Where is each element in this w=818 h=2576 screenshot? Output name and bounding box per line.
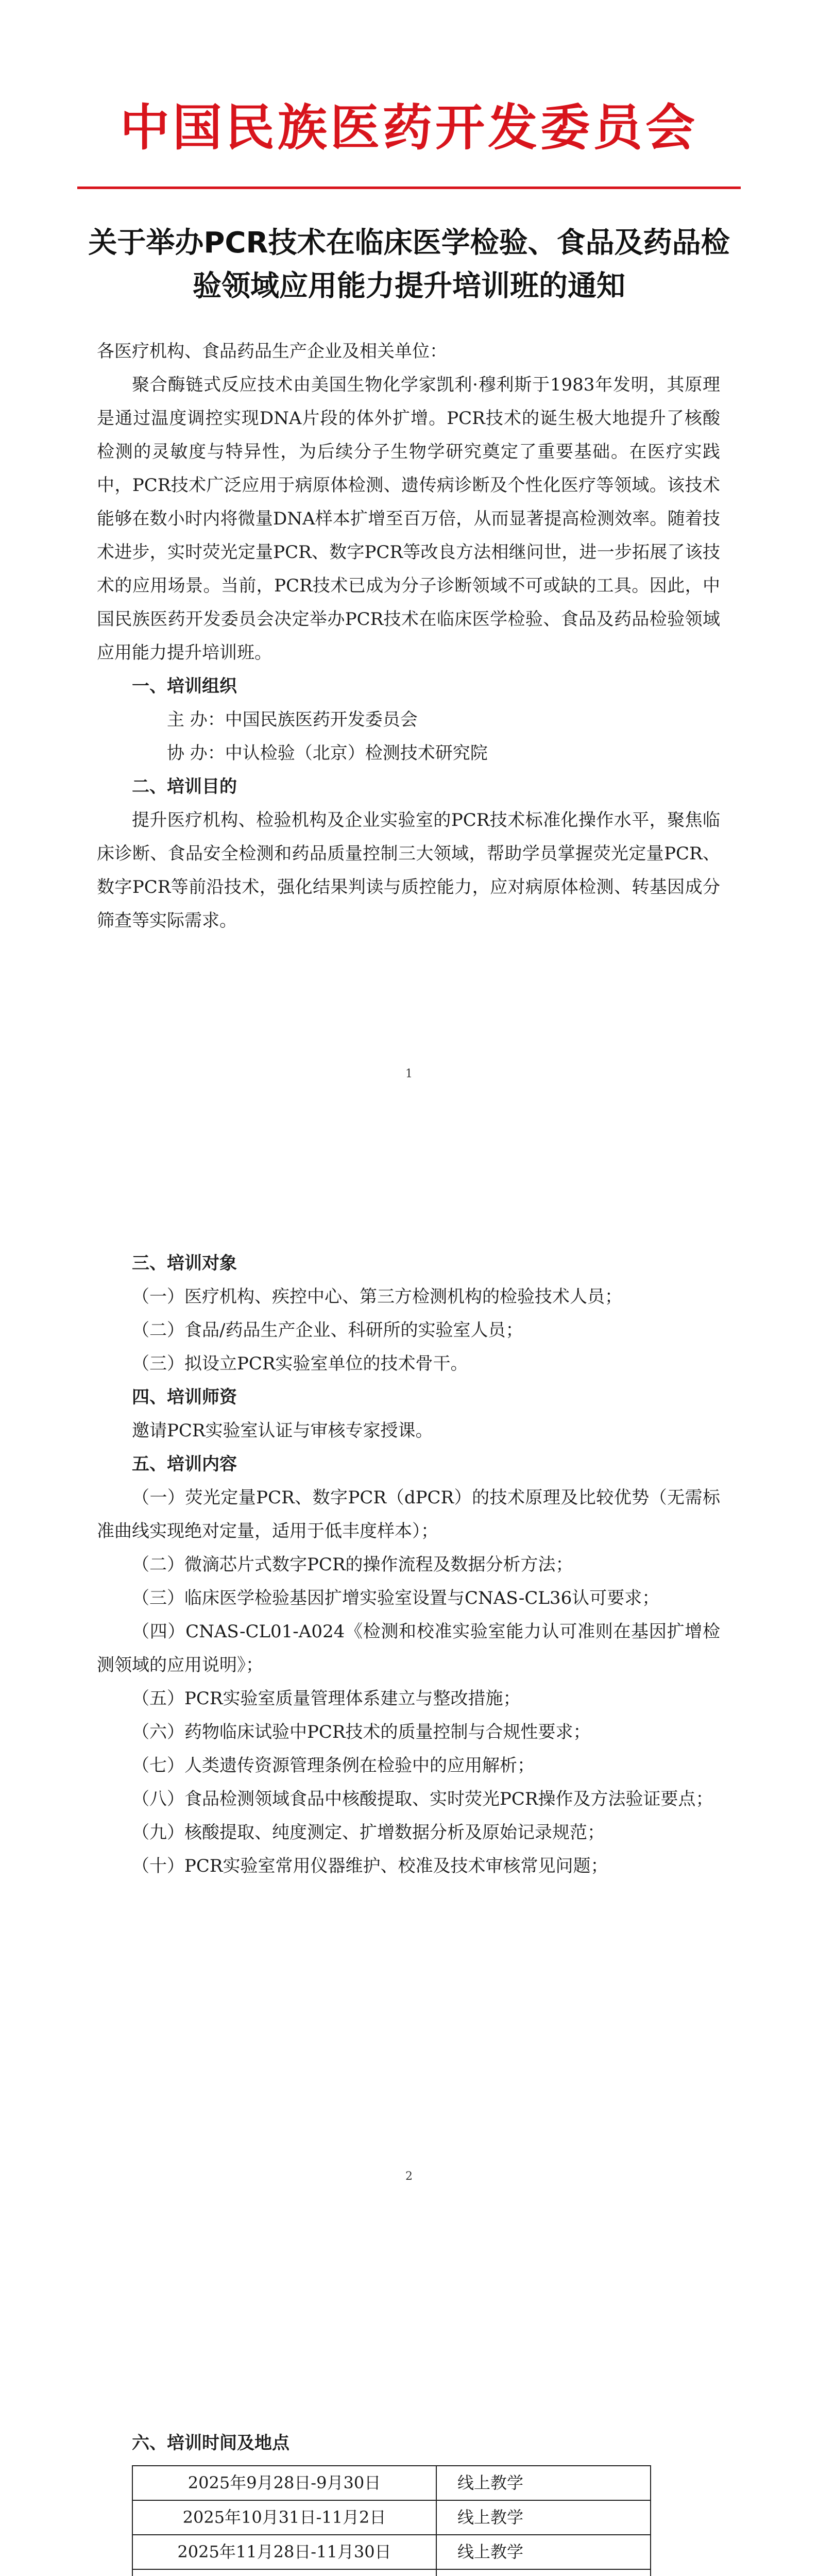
schedule-mode: 线上教学 [436,2500,651,2535]
page-3-body [97,2427,720,2576]
faculty-text: 邀请PCR实验室认证与审核专家授课。 [132,1420,433,1441]
schedule-mode: 线上教学 [436,2535,651,2569]
section-2-heading: 二、培训目的 [132,776,237,797]
page-2-body [97,1247,720,1883]
section-3-heading: 三、培训对象 [132,1253,237,1274]
content-item: （七）人类遗传资源管理条例在检验中的应用解析； [132,1755,535,1776]
schedule-table [132,2465,651,2576]
schedule-date: 2025年9月28日-9月30日 [132,2466,436,2500]
organizer-host: 主 办：中国民族医药开发委员会 [167,709,418,730]
audience-item: （一）医疗机构、疾控中心、第三方检测机构的检验技术人员； [132,1286,622,1307]
masthead-title: 中国民族医药开发委员会 [120,99,698,157]
section-1-heading: 一、培训组织 [132,676,237,697]
schedule-date: 2025年11月28日-11月30日 [132,2535,436,2569]
table-row [132,2466,651,2500]
content-item: （二）微滴芯片式数字PCR的操作流程及数据分析方法； [132,1554,573,1575]
section-6-heading: 六、培训时间及地点 [132,2433,289,2453]
schedule-mode [436,2569,651,2576]
notice-title [82,222,736,308]
schedule-mode: 线上教学 [436,2466,651,2500]
content-item: （五）PCR实验室质量管理体系建立与整改措施； [132,1688,521,1709]
page-number-1: 1 [405,1067,413,1080]
page-1-body [97,335,720,938]
content-item: （九）核酸提取、纯度测定、扩增数据分析及原始记录规范； [132,1822,605,1843]
audience-item: （三）拟设立PCR实验室单位的技术骨干。 [132,1353,468,1374]
page-1 [0,0,818,1123]
content-item: （六）药物临床试验中PCR技术的质量控制与合规性要求； [132,1722,591,1742]
page-2 [0,1123,818,2308]
schedule-date [132,2569,436,2576]
content-item: （十）PCR实验室常用仪器维护、校准及技术审核常见问题； [132,1856,608,1876]
schedule-date: 2025年10月31日-11月2日 [132,2500,436,2535]
notice-title-line-1: 关于举办PCR技术在临床医学检验、食品及药品检 [88,226,730,260]
salutation: 各医疗机构、食品药品生产企业及相关单位： [97,341,447,362]
section-5-heading: 五、培训内容 [132,1454,237,1475]
purpose-paragraph: 提升医疗机构、检验机构及企业实验室的PCR技术标准化操作水平，聚焦临床诊断、食品安全检测和药品质量控制三大领域，帮助学员掌握荧光定量PCR、数字PCR等前沿技术，强化结果判读与质控能力，应对病原体检测、转基因成分筛查等实际需求。 [97,810,720,931]
content-item: （四）CNAS-CL01-A024《检测和校准实验室能力认可准则在基因扩增检测领域的应用说明》； [97,1621,720,1675]
page-3 [0,2308,818,2576]
content-item: （三）临床医学检验基因扩增实验室设置与CNAS-CL36认可要求； [132,1588,660,1608]
organizer-co: 协 办：中认检验（北京）检测技术研究院 [167,743,488,764]
notice-title-line-2: 验领域应用能力提升培训班的通知 [193,269,625,303]
intro-paragraph: 聚合酶链式反应技术由美国生物化学家凯利·穆利斯于1983年发明，其原理是通过温度调控实现DNA片段的体外扩增。PCR技术的诞生极大地提升了核酸检测的灵敏度与特异性，为后续分子生物学研究奠定了重要基础。在医疗实践中，PCR技术广泛应用于病原体检测、遗传病诊断及个性化医疗等领域。该技术能够在数小时内将微量DNA样本扩增至百万倍，从而显著提高检测效率。随着技术进步，实时荧光定量PCR、数字PCR等改良方法相继问世，进一步拓展了该技术的应用场景。当前，PCR技术已成为分子诊断领域不可或缺的工具。因此，中国民族医药开发委员会决定举办PCR技术在临床医学检验、食品及药品检验领域应用能力提升培训班。 [97,375,720,663]
content-item: （一）荧光定量PCR、数字PCR（dPCR）的技术原理及比较优势（无需标准曲线实现绝对定量，适用于低丰度样本）； [97,1487,720,1541]
section-4-heading: 四、培训师资 [132,1387,237,1408]
content-item: （八）食品检测领域食品中核酸提取、实时荧光PCR操作及方法验证要点； [132,1789,713,1809]
masthead-divider [77,187,741,189]
table-row [132,2535,651,2569]
audience-item: （二）食品/药品生产企业、科研所的实验室人员； [132,1320,523,1341]
page-number-2: 2 [405,2170,413,2183]
table-row [132,2500,651,2535]
table-row [132,2569,651,2576]
